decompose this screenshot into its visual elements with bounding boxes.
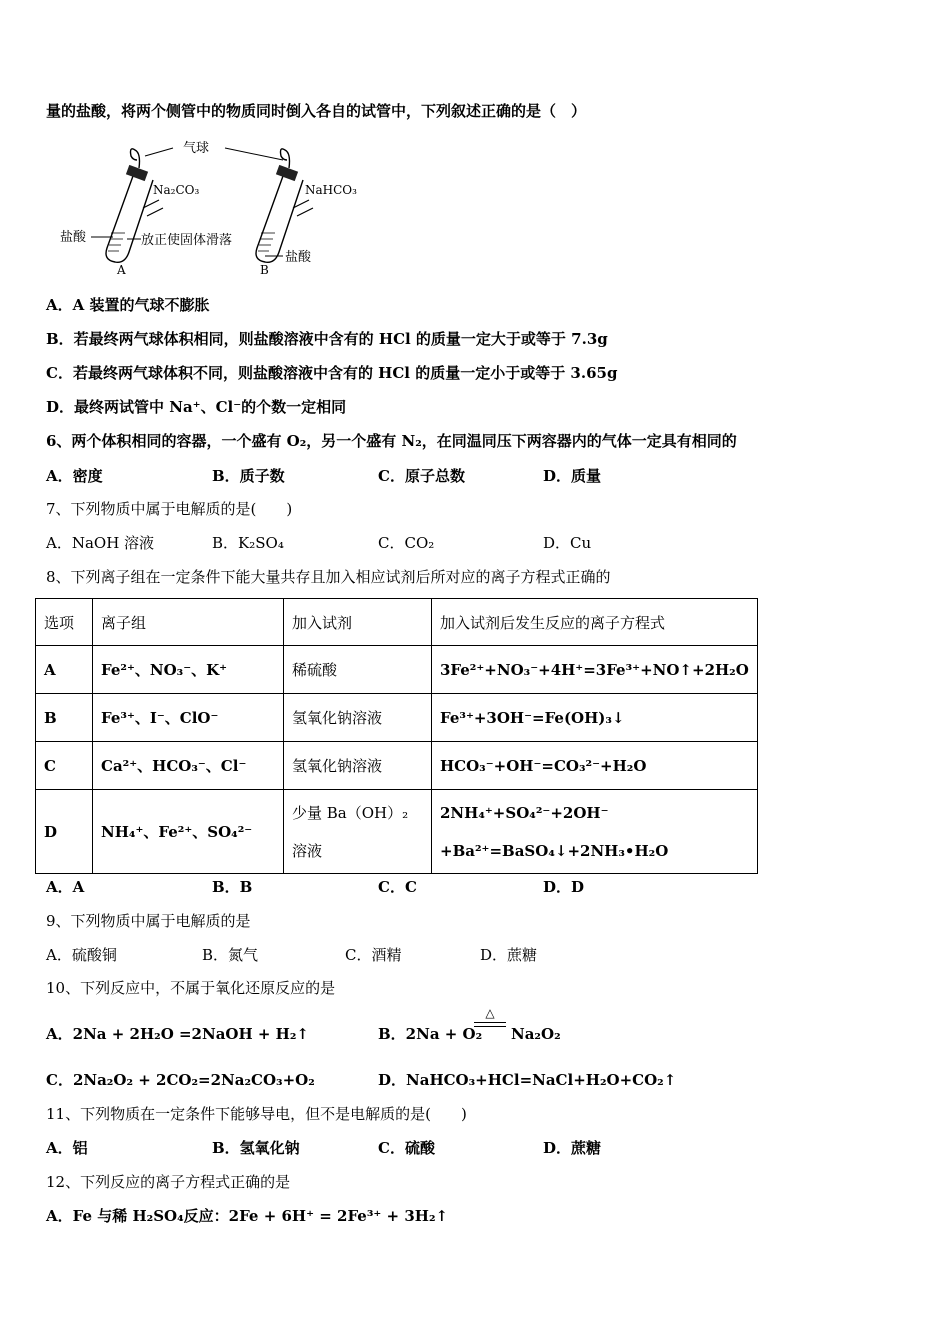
- equation-line-1: 2NH₄⁺+SO₄²⁻+2OH⁻: [440, 803, 609, 822]
- q10-option-d[interactable]: D．NaHCO₃+HCl=NaCl+H₂O+CO₂↑: [378, 1071, 677, 1089]
- q10-option-b-product: Na₂O₂: [511, 1025, 561, 1043]
- q10-option-c[interactable]: C．2Na₂O₂ + 2CO₂=2Na₂CO₃+O₂: [46, 1071, 315, 1089]
- q10-option-a[interactable]: A．2Na + 2H₂O =2NaOH + H₂↑: [46, 1025, 309, 1043]
- q11-option-b[interactable]: B．氢氧化钠: [212, 1139, 300, 1157]
- row-ions: NH₄⁺、Fe²⁺、SO₄²⁻: [93, 790, 284, 874]
- q9-option-c[interactable]: C．酒精: [345, 946, 402, 964]
- balloon-label: 气球: [183, 141, 210, 156]
- row-reagent: 氢氧化钠溶液: [284, 742, 432, 790]
- row-equation: 3Fe²⁺+NO₃⁻+4H⁺=3Fe³⁺+NO↑+2H₂O: [432, 646, 758, 694]
- q8-option-d[interactable]: D．D: [543, 878, 585, 896]
- header-ions: 离子组: [93, 599, 284, 646]
- q10-option-b[interactable]: B．2Na + O₂: [378, 1025, 483, 1043]
- q5-option-b[interactable]: B．若最终两气球体积相同，则盐酸溶液中含有的 HCl 的质量一定大于或等于 7.3g: [46, 330, 608, 348]
- row-ions: Ca²⁺、HCO₃⁻、Cl⁻: [93, 742, 284, 790]
- q5-stem: 量的盐酸，将两个侧管中的物质同时倒入各自的试管中，下列叙述正确的是（ ）: [46, 102, 587, 120]
- reagent-line-1: 少量 Ba（OH）₂: [292, 803, 409, 822]
- q11-option-a[interactable]: A．铝: [46, 1139, 88, 1157]
- na2co3-label: Na₂CO₃: [153, 183, 200, 197]
- row-option: C: [36, 742, 93, 790]
- acid-label-a: 盐酸: [60, 230, 87, 245]
- row-equation: [432, 790, 758, 874]
- row-option: D: [36, 790, 93, 874]
- q12-option-a[interactable]: A．Fe 与稀 H₂SO₄反应：2Fe + 6H⁺ = 2Fe³⁺ + 3H₂↑: [46, 1207, 449, 1225]
- test-tube-b: [256, 149, 313, 262]
- ion-table: [35, 598, 758, 874]
- header-equation: 加入试剂后发生反应的离子方程式: [432, 599, 758, 646]
- note-label: 放正使固体滑落: [141, 233, 233, 248]
- table-row: [36, 694, 758, 742]
- test-tube-figure: [55, 138, 375, 283]
- q5-option-a[interactable]: A．A 装置的气球不膨胀: [46, 296, 210, 314]
- row-equation: Fe³⁺+3OH⁻=Fe(OH)₃↓: [432, 694, 758, 742]
- row-reagent: 稀硫酸: [284, 646, 432, 694]
- reagent-line-2: 溶液: [292, 841, 323, 860]
- q7-option-a[interactable]: A．NaOH 溶液: [46, 534, 155, 552]
- q8-option-c[interactable]: C．C: [378, 878, 417, 896]
- equation-line-2: +Ba²⁺=BaSO₄↓+2NH₃•H₂O: [440, 841, 669, 860]
- q8-option-b[interactable]: B．B: [212, 878, 253, 896]
- row-equation: HCO₃⁻+OH⁻=CO₃²⁻+H₂O: [432, 742, 758, 790]
- row-ions: Fe³⁺、I⁻、ClO⁻: [93, 694, 284, 742]
- header-reagent: 加入试剂: [284, 599, 432, 646]
- row-reagent: [284, 790, 432, 874]
- q7-option-c[interactable]: C．CO₂: [378, 534, 435, 552]
- q8-option-a[interactable]: A．A: [46, 878, 85, 896]
- acid-label-b: 盐酸: [285, 250, 312, 265]
- row-option: A: [36, 646, 93, 694]
- q10-stem: 10、下列反应中，不属于氧化还原反应的是: [46, 979, 336, 997]
- q7-stem: 7、下列物质中属于电解质的是( ): [46, 500, 293, 518]
- q11-stem: 11、下列物质在一定条件下能够导电，但不是电解质的是( ): [46, 1105, 467, 1123]
- q9-option-d[interactable]: D．蔗糖: [480, 946, 538, 964]
- q8-stem: 8、下列离子组在一定条件下能大量共存且加入相应试剂后所对应的离子方程式正确的: [46, 568, 611, 586]
- q6-option-b[interactable]: B．质子数: [212, 467, 285, 485]
- q9-option-a[interactable]: A．硫酸铜: [46, 946, 117, 964]
- q5-option-d[interactable]: D．最终两试管中 Na⁺、Cl⁻的个数一定相同: [46, 398, 347, 416]
- q6-option-c[interactable]: C．原子总数: [378, 467, 465, 485]
- q11-option-c[interactable]: C．硫酸: [378, 1139, 435, 1157]
- heat-symbol: △: [485, 1006, 495, 1020]
- q9-stem: 9、下列物质中属于电解质的是: [46, 912, 251, 930]
- q7-option-d[interactable]: D．Cu: [543, 534, 592, 552]
- q5-option-c[interactable]: C．若最终两气球体积不同，则盐酸溶液中含有的 HCl 的质量一定小于或等于 3.65g: [46, 364, 618, 382]
- row-ions: Fe²⁺、NO₃⁻、K⁺: [93, 646, 284, 694]
- q12-stem: 12、下列反应的离子方程式正确的是: [46, 1173, 291, 1191]
- tube-b-letter: B: [260, 263, 269, 277]
- q6-option-d[interactable]: D．质量: [543, 467, 602, 485]
- row-reagent: 氢氧化钠溶液: [284, 694, 432, 742]
- q9-option-b[interactable]: B．氮气: [202, 946, 259, 964]
- q6-stem: 6、两个体积相同的容器，一个盛有 O₂，另一个盛有 N₂，在同温同压下两容器内的气体一定具有相同的: [46, 432, 737, 450]
- table-row: [36, 790, 758, 874]
- nahco3-label: NaHCO₃: [305, 183, 357, 197]
- heat-condition: [474, 1006, 506, 1027]
- table-row: [36, 646, 758, 694]
- table-header-row: [36, 599, 758, 646]
- row-option: B: [36, 694, 93, 742]
- table-row: [36, 742, 758, 790]
- header-option: 选项: [36, 599, 93, 646]
- q6-option-a[interactable]: A．密度: [46, 467, 103, 485]
- tube-a-letter: A: [117, 263, 126, 277]
- q7-option-b[interactable]: B．K₂SO₄: [212, 534, 284, 552]
- q11-option-d[interactable]: D．蔗糖: [543, 1139, 602, 1157]
